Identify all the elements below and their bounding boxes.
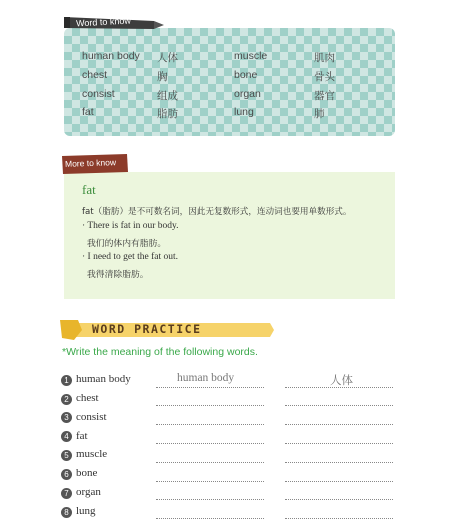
answer-line-en[interactable] [156,387,264,388]
answer-line-en[interactable] [156,443,264,444]
instruction: *Write the meaning of the following words. [62,346,258,358]
answer-line-cn[interactable] [285,405,393,406]
example-answer-en: human body [177,372,235,384]
answer-line-cn[interactable] [285,424,393,425]
word-to-know-panel [64,28,395,136]
practice-word: chest [76,392,99,404]
number-badge: 6 [61,469,72,480]
number-badge: 5 [61,450,72,461]
vocab-cn: 肌肉 [314,52,335,64]
practice-word: bone [76,467,98,479]
more-to-know-label: More to know [64,157,117,169]
vocab-en: bone [234,69,258,81]
number-badge: 3 [61,412,72,423]
answer-line-en[interactable] [156,424,264,425]
vocab-cn: 肺 [314,108,325,120]
vocab-en: lung [234,106,254,118]
example-cn: 我得清除脂肪。 [87,270,149,280]
practice-word: lung [76,505,96,517]
number-badge: 2 [61,394,72,405]
practice-word: fat [76,430,88,442]
answer-line-en[interactable] [156,462,264,463]
answer-line-en[interactable] [156,499,264,500]
vocab-cn: 脂肪 [157,108,178,120]
explanation: fat（脂肪）是不可数名词，因此无复数形式，连动词也要用单数形式。 [82,207,352,217]
vocab-cn: 胸 [157,71,168,83]
practice-word: consist [76,411,107,423]
word-to-know-label: Word to know [75,15,132,29]
example-en: · I need to get the fat out. [82,252,179,262]
answer-line-en[interactable] [156,481,264,482]
vocab-en: muscle [234,50,268,62]
vocab-cn: 组成 [157,90,178,102]
number-badge: 8 [61,507,72,518]
answer-line-en[interactable] [156,405,264,406]
vocab-cn: 骨头 [314,71,335,83]
vocab-cn: 器官 [314,90,335,102]
number-badge: 1 [61,375,72,386]
example-en: · There is fat in our body. [82,221,179,231]
number-badge: 7 [61,488,72,499]
answer-line-cn[interactable] [285,481,393,482]
section-title: WORD PRACTICE [92,322,202,336]
practice-word: human body [76,373,131,385]
vocab-en: chest [82,69,108,81]
practice-word: muscle [76,448,108,460]
answer-line-cn[interactable] [285,462,393,463]
example-answer-cn: 人体 [330,373,353,387]
answer-line-cn[interactable] [285,518,393,519]
answer-line-cn[interactable] [285,387,393,388]
answer-line-cn[interactable] [285,443,393,444]
vocab-en: fat [82,106,94,118]
practice-word: organ [76,486,101,498]
answer-line-cn[interactable] [285,499,393,500]
headword: fat [82,182,96,197]
vocab-en: consist [82,88,115,100]
answer-line-en[interactable] [156,518,264,519]
example-cn: 我们的体内有脂肪。 [87,239,167,249]
number-badge: 4 [61,431,72,442]
vocab-en: human body [82,50,140,62]
vocab-en: organ [234,88,261,100]
vocab-cn: 人体 [157,52,178,64]
